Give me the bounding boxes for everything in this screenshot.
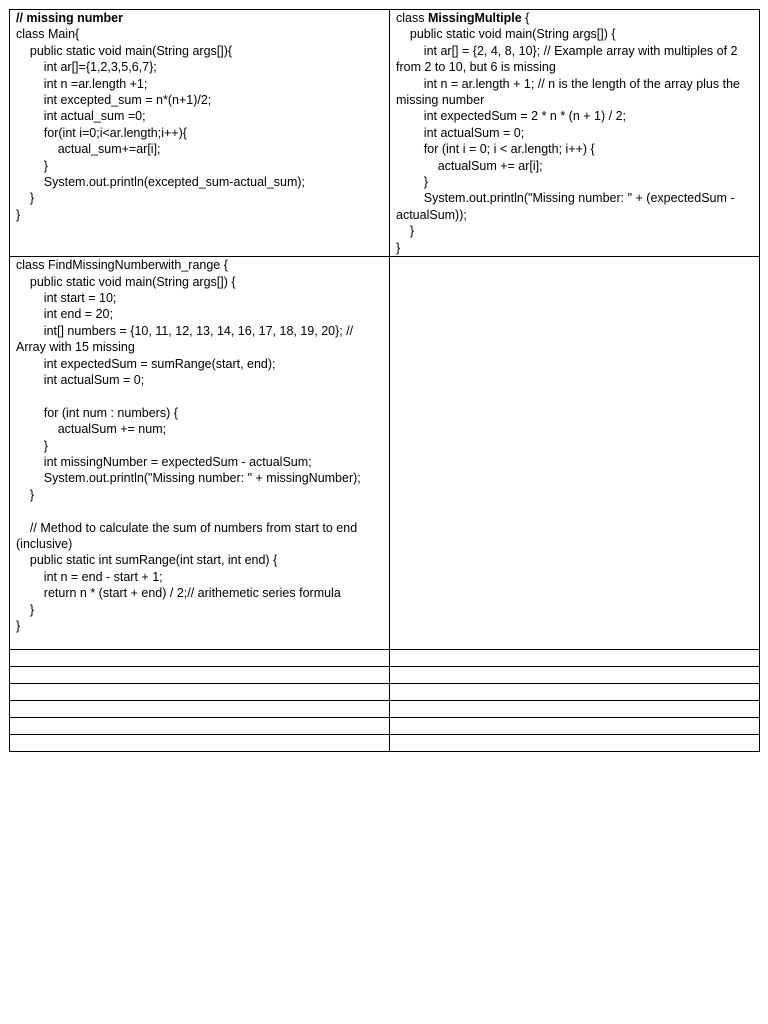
code-line bbox=[16, 207, 383, 223]
code-line bbox=[396, 76, 753, 109]
code-line bbox=[16, 405, 383, 421]
code-line bbox=[16, 421, 383, 437]
code-line bbox=[16, 569, 383, 585]
code-line bbox=[16, 10, 383, 26]
code-line bbox=[16, 487, 383, 503]
table-row-empty bbox=[10, 735, 760, 752]
code-line-pre: class bbox=[396, 11, 428, 25]
code-line-pre: System.out.println("Missing number: " + missingNumber); bbox=[16, 471, 361, 486]
code-block-missing-number bbox=[10, 10, 389, 223]
code-line bbox=[396, 174, 753, 190]
table-row bbox=[10, 10, 760, 257]
code-line-pre: for (int num : numbers) { bbox=[16, 405, 178, 420]
table-cell-empty bbox=[390, 684, 760, 701]
code-line-pre: public static void main(String args[]){ bbox=[16, 43, 233, 58]
code-line bbox=[16, 602, 383, 618]
code-line-pre: } bbox=[396, 175, 428, 190]
code-line-pre: class Main{ bbox=[16, 27, 80, 42]
code-line bbox=[16, 76, 383, 92]
table-cell-empty bbox=[390, 257, 760, 650]
code-line-pre: int excepted_sum = n*(n+1)/2; bbox=[16, 93, 212, 108]
code-line-pre: System.out.println(excepted_sum-actual_sum); bbox=[16, 175, 306, 190]
code-line-pre: for (int i = 0; i < ar.length; i++) { bbox=[396, 142, 595, 157]
table-cell-empty bbox=[10, 701, 390, 718]
table-cell bbox=[10, 257, 390, 650]
code-line-pre: } bbox=[16, 191, 35, 206]
code-line-pre: System.out.println("Missing number: " + (expectedSum - actualSum)); bbox=[396, 191, 739, 222]
code-line-bold: MissingMultiple bbox=[427, 11, 522, 25]
code-line-pre: int actual_sum =0; bbox=[16, 109, 146, 124]
code-line-pre: } bbox=[396, 224, 415, 239]
code-line-pre: for(int i=0;i<ar.length;i++){ bbox=[16, 125, 187, 140]
code-line bbox=[16, 158, 383, 174]
table-cell-empty bbox=[390, 701, 760, 718]
code-line bbox=[396, 125, 753, 141]
code-line-pre: int ar[]={1,2,3,5,6,7}; bbox=[16, 60, 157, 75]
table-cell bbox=[390, 10, 760, 257]
table-row-empty bbox=[10, 701, 760, 718]
code-line-pre: } bbox=[16, 487, 35, 502]
code-line bbox=[396, 108, 753, 124]
code-line-pre: } bbox=[16, 207, 21, 222]
code-line bbox=[16, 26, 383, 42]
code-line bbox=[16, 585, 383, 601]
code-line-pre: class FindMissingNumberwith_range { bbox=[16, 258, 228, 273]
table-cell-empty bbox=[390, 667, 760, 684]
table-cell-empty bbox=[10, 650, 390, 667]
code-line-post: { bbox=[521, 11, 530, 25]
code-line bbox=[16, 552, 383, 568]
code-line bbox=[16, 503, 383, 519]
code-line bbox=[16, 290, 383, 306]
code-line bbox=[396, 223, 753, 239]
code-line-pre: } bbox=[16, 602, 35, 617]
code-line-pre: int ar[] = {2, 4, 8, 10}; // Example array with multiples of 2 from 2 to 10, but 6 is missing bbox=[396, 43, 741, 75]
code-line bbox=[16, 372, 383, 388]
code-line bbox=[16, 454, 383, 470]
code-line-pre: int n = ar.length + 1; // n is the length of the array plus the missing number bbox=[396, 76, 744, 108]
code-table bbox=[9, 9, 760, 752]
code-line-pre: return n * (start + end) / 2;// arithemetic series formula bbox=[16, 586, 341, 601]
code-line-pre: // Method to calculate the sum of numbers from start to end (inclusive) bbox=[16, 520, 361, 551]
code-line bbox=[16, 108, 383, 124]
code-line-pre: int expectedSum = sumRange(start, end); bbox=[16, 356, 276, 371]
code-line bbox=[16, 190, 383, 206]
code-line bbox=[16, 306, 383, 322]
code-line bbox=[16, 59, 383, 75]
code-line-bold: // missing number bbox=[16, 11, 123, 25]
code-line bbox=[16, 274, 383, 290]
table-cell bbox=[10, 10, 390, 257]
code-line bbox=[396, 190, 753, 223]
code-line bbox=[396, 141, 753, 157]
code-line bbox=[16, 141, 383, 157]
code-line bbox=[16, 174, 383, 190]
code-line-pre: actual_sum+=ar[i]; bbox=[16, 142, 161, 157]
code-line bbox=[16, 438, 383, 454]
table-cell-empty bbox=[390, 650, 760, 667]
code-line bbox=[16, 125, 383, 141]
code-line bbox=[16, 388, 383, 404]
code-line-pre: int end = 20; bbox=[16, 307, 113, 322]
table-cell-empty bbox=[10, 735, 390, 752]
code-line-pre: } bbox=[16, 158, 48, 173]
code-line-pre: } bbox=[16, 619, 21, 633]
code-line bbox=[396, 26, 753, 42]
code-line-pre: int start = 10; bbox=[16, 290, 117, 305]
table-row-empty bbox=[10, 650, 760, 667]
table-cell-empty bbox=[390, 735, 760, 752]
code-line bbox=[16, 43, 383, 59]
table-row-empty bbox=[10, 667, 760, 684]
code-line-pre: int missingNumber = expectedSum - actualSum; bbox=[16, 454, 312, 469]
table-cell-empty bbox=[10, 667, 390, 684]
code-line-pre: int actualSum = 0; bbox=[396, 125, 525, 140]
code-line-pre: int actualSum = 0; bbox=[16, 372, 145, 387]
table-row-empty bbox=[10, 718, 760, 735]
table-row-empty bbox=[10, 684, 760, 701]
code-line-pre: int n =ar.length +1; bbox=[16, 76, 148, 91]
code-line bbox=[16, 356, 383, 372]
code-line bbox=[16, 323, 383, 356]
code-line-pre: } bbox=[396, 240, 401, 255]
code-line-pre: public static void main(String args[]) { bbox=[396, 27, 616, 42]
code-line bbox=[16, 618, 383, 634]
code-line-pre: public static void main(String args[]) { bbox=[16, 274, 236, 289]
table-row bbox=[10, 257, 760, 650]
code-line bbox=[16, 520, 383, 553]
code-line bbox=[396, 10, 753, 26]
code-block-missing-with-range bbox=[10, 257, 389, 634]
table-cell-empty bbox=[10, 718, 390, 735]
code-line bbox=[16, 470, 383, 486]
code-block-missing-multiple bbox=[390, 10, 759, 256]
code-line-pre: int n = end - start + 1; bbox=[16, 569, 163, 584]
code-line bbox=[16, 257, 383, 273]
table-cell-empty bbox=[390, 718, 760, 735]
table-cell-empty bbox=[10, 684, 390, 701]
code-line-pre: } bbox=[16, 438, 48, 453]
code-line bbox=[16, 92, 383, 108]
code-line-pre: actualSum += num; bbox=[16, 422, 167, 437]
code-line-pre: public static int sumRange(int start, int end) { bbox=[16, 553, 278, 568]
code-line bbox=[396, 43, 753, 76]
code-line bbox=[396, 240, 753, 256]
code-line-pre: int expectedSum = 2 * n * (n + 1) / 2; bbox=[396, 109, 626, 124]
code-line-pre: actualSum += ar[i]; bbox=[396, 158, 543, 173]
code-line-pre: int[] numbers = {10, 11, 12, 13, 14, 16, 17, 18, 19, 20}; // Array with 15 missing bbox=[16, 323, 356, 355]
code-line bbox=[396, 158, 753, 174]
